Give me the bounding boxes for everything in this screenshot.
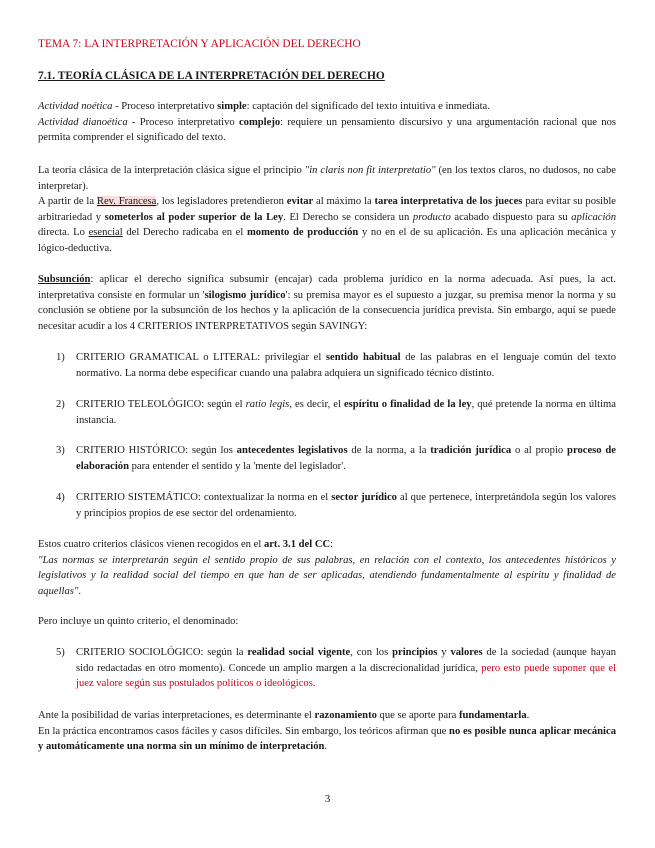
page-number: 3 [324, 793, 331, 805]
conclusion-block [38, 708, 616, 755]
red-note: pero esto puede suponer que el juez valore según sus postulados políticos o ideológicos. [76, 662, 616, 690]
list-number: 5) [56, 647, 65, 658]
quinto-criterio-intro: Pero incluye un quinto criterio, el denominado: [38, 616, 239, 627]
teoria-clasica-block [38, 163, 616, 257]
criterio-item-3: 3) CRITERIO HISTÓRICO: según los antecedentes legislativos de la norma, a la tradición jurídica o al propio proceso de elaboración para entender el sentido y la 'mente del legislador'. [56, 445, 616, 472]
practica-paragraph: En la práctica encontramos casos fáciles y casos difíciles. Sin embargo, los teóricos afirman que no es posible nunca aplicar mecánica y automáticamente una norma sin un mínimo de interpretación. [38, 725, 616, 753]
chapter-title: TEMA 7: LA INTERPRETACIÓN Y APLICACIÓN DEL DERECHO [38, 38, 361, 50]
section-title: 7.1. TEORÍA CLÁSICA DE LA INTERPRETACIÓN DEL DERECHO [38, 70, 385, 82]
art-quote: "Las normas se interpretarán según el sentido propio de sus palabras, en relación con el contexto, los antecedentes históricos y legislativos y la realidad social del tiempo en que han de ser aplicadas, atendiendo fundamentalmente al espíritu y finalidad de aquellas". [38, 554, 616, 597]
noetica-term: Actividad noética [38, 101, 113, 112]
list-number: 2) [56, 399, 65, 410]
criterio-item-2: 2) CRITERIO TELEOLÓGICO: según el ratio legis, es decir, el espíritu o finalidad de la ley, qué pretende la norma en última instancia. [56, 399, 616, 426]
list-number: 4) [56, 492, 65, 503]
highlight-rev-francesa: Rev. Francesa [96, 196, 157, 208]
dianoetica-term: Actividad dianoética [38, 116, 128, 128]
noetica-paragraph: Actividad noética - Proceso interpretativo simple: captación del significado del texto intuitiva e inmediata. [38, 101, 490, 112]
art-3-1-block [38, 537, 616, 599]
latin-principle: "in claris non fit interpretatio" [304, 165, 436, 176]
subsuncion-block [38, 272, 616, 334]
subsuncion-paragraph: Subsunción: aplicar el derecho significa subsumir (encajar) cada problema jurídico en la norma adecuada. Así pues, la act. interpretativa consiste en formular un 'silogismo jurídico': su premisa mayor es el supuesto a juzgar, su premisa menor la norma y su conclusión se obtiene por la subsunción de los hechos y la aplicación de la consecuencia jurídica prevista. Sin embargo, aquí se puede necesitar acudir a los 4 CRITERIOS INTERPRETATIVOS según SAVINGY: [38, 274, 616, 332]
dianoetica-paragraph: Actividad dianoética - Proceso interpretativo complejo: requiere un pensamiento discursivo y una argumentación racional que nos permita comprender el significado del texto. [38, 116, 616, 144]
rev-francesa-paragraph: A partir de la Rev. Francesa, los legisladores pretendieron evitar al máximo la tarea interpretativa de los jueces para evitar su posible arbitrariedad y someterlos al poder superior de la Ley. El Derecho se considera un producto acabado dispuesto para su aplicación directa. Lo esencial del Derecho radicaba en el momento de producción y no en el de su aplicación. Es una aplicación mecánica y lógico-deductiva. [38, 196, 617, 254]
criterio-item-1: 1) CRITERIO GRAMATICAL o LITERAL: privilegiar el sentido habitual de las palabras en el lenguaje común del texto normativo. La norma debe especificar cuando una palabra adquiera un significado técnico distinto. [56, 352, 616, 379]
criterio-item-4: 4) CRITERIO SISTEMÁTICO: contextualizar la norma en el sector jurídico al que pertenece, interpretándola según los valores y principios propios de ese sector del ordenamiento. [56, 492, 616, 519]
art-intro: Estos cuatro criterios clásicos vienen recogidos en el art. 3.1 del CC: [38, 539, 334, 550]
razonamiento-paragraph: Ante la posibilidad de varias interpretaciones, es determinante el razonamiento que se aporte para fundamentarla. [38, 710, 530, 721]
subsuncion-term: Subsunción [38, 274, 91, 285]
teoria-paragraph: La teoría clásica de la interpretación clásica sigue el principio "in claris non fit interpretatio" (en los textos claros, no dudosos, no cabe interpretar). [38, 165, 617, 192]
list-number: 1) [56, 352, 65, 363]
list-number: 3) [56, 445, 65, 456]
criterio-item-5: 5) CRITERIO SOCIOLÓGICO: según la realidad social vigente, con los principios y valores de la sociedad (aunque hayan sido redactadas en otro momento). Concede un amplio margen a la discrecionalidad jurídica, pero esto puede suponer que el juez valore según sus postulados políticos o ideológicos. [56, 647, 616, 690]
actividades-block [38, 99, 616, 146]
